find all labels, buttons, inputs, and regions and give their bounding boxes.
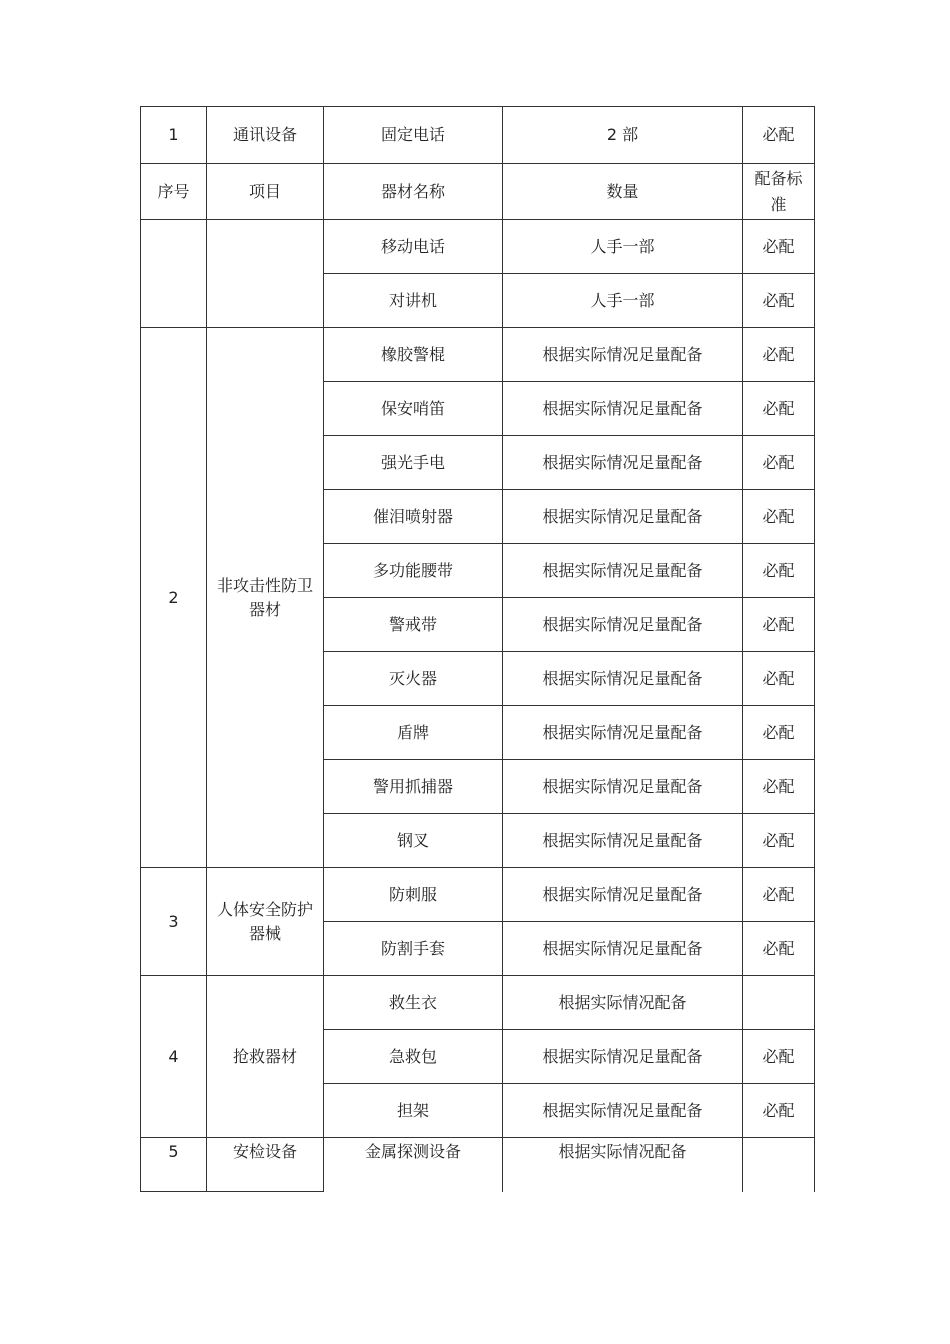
- name-cell: 对讲机: [324, 274, 503, 328]
- header-seq: 序号: [141, 164, 207, 220]
- name-cell: 钢叉: [324, 814, 503, 868]
- qty-cell: 人手一部: [503, 274, 743, 328]
- table-row: [141, 1138, 815, 1192]
- standard-cell: 必配: [743, 328, 815, 382]
- qty-cell: 2 部: [503, 107, 743, 164]
- table-row: [141, 220, 815, 274]
- standard-cell: 必配: [743, 922, 815, 976]
- standard-cell: 必配: [743, 760, 815, 814]
- item-cell: 人体安全防护器械: [207, 868, 324, 976]
- name-cell: 警用抓捕器: [324, 760, 503, 814]
- table-header-row: [141, 164, 815, 220]
- name-cell: 防割手套: [324, 922, 503, 976]
- seq-cell: 4: [141, 976, 207, 1138]
- table-row: [141, 868, 815, 922]
- item-cell: 抢救器材: [207, 976, 324, 1138]
- qty-cell: 根据实际情况足量配备: [503, 598, 743, 652]
- qty-cell: 根据实际情况足量配备: [503, 760, 743, 814]
- qty-cell: 根据实际情况足量配备: [503, 922, 743, 976]
- item-cell: 安检设备: [207, 1138, 324, 1192]
- standard-cell: 必配: [743, 490, 815, 544]
- name-cell: 金属探测设备: [324, 1138, 503, 1192]
- standard-cell: 必配: [743, 274, 815, 328]
- qty-cell: 人手一部: [503, 220, 743, 274]
- standard-cell: 必配: [743, 382, 815, 436]
- seq-cell: 2: [141, 328, 207, 868]
- name-cell: 灭火器: [324, 652, 503, 706]
- qty-cell: 根据实际情况配备: [503, 976, 743, 1030]
- header-standard: 配备标准: [743, 164, 815, 220]
- name-cell: 橡胶警棍: [324, 328, 503, 382]
- standard-cell: 必配: [743, 598, 815, 652]
- name-cell: 移动电话: [324, 220, 503, 274]
- standard-cell: 必配: [743, 1084, 815, 1138]
- header-qty: 数量: [503, 164, 743, 220]
- equipment-table: [140, 106, 815, 1192]
- qty-cell: 根据实际情况足量配备: [503, 382, 743, 436]
- standard-cell: 必配: [743, 107, 815, 164]
- qty-cell: 根据实际情况足量配备: [503, 868, 743, 922]
- qty-cell: 根据实际情况足量配备: [503, 490, 743, 544]
- header-name: 器材名称: [324, 164, 503, 220]
- standard-cell: 必配: [743, 868, 815, 922]
- name-cell: 盾牌: [324, 706, 503, 760]
- item-cell: 通讯设备: [207, 107, 324, 164]
- standard-cell: 必配: [743, 544, 815, 598]
- name-cell: 急救包: [324, 1030, 503, 1084]
- name-cell: 防刺服: [324, 868, 503, 922]
- standard-cell: 必配: [743, 1030, 815, 1084]
- qty-cell: 根据实际情况足量配备: [503, 1030, 743, 1084]
- item-cell: [207, 220, 324, 328]
- table-row: [141, 976, 815, 1030]
- qty-cell: 根据实际情况足量配备: [503, 544, 743, 598]
- name-cell: 担架: [324, 1084, 503, 1138]
- standard-cell: [743, 976, 815, 1030]
- standard-cell: 必配: [743, 220, 815, 274]
- table-row: [141, 107, 815, 164]
- header-item: 项目: [207, 164, 324, 220]
- qty-cell: 根据实际情况足量配备: [503, 652, 743, 706]
- qty-cell: 根据实际情况足量配备: [503, 814, 743, 868]
- qty-cell: 根据实际情况配备: [503, 1138, 743, 1192]
- qty-cell: 根据实际情况足量配备: [503, 706, 743, 760]
- name-cell: 固定电话: [324, 107, 503, 164]
- seq-cell: [141, 220, 207, 328]
- name-cell: 救生衣: [324, 976, 503, 1030]
- standard-cell: 必配: [743, 652, 815, 706]
- seq-cell: 1: [141, 107, 207, 164]
- name-cell: 强光手电: [324, 436, 503, 490]
- standard-cell: [743, 1138, 815, 1192]
- standard-cell: 必配: [743, 706, 815, 760]
- name-cell: 多功能腰带: [324, 544, 503, 598]
- seq-cell: 5: [141, 1138, 207, 1192]
- qty-cell: 根据实际情况足量配备: [503, 328, 743, 382]
- standard-cell: 必配: [743, 436, 815, 490]
- name-cell: 警戒带: [324, 598, 503, 652]
- seq-cell: 3: [141, 868, 207, 976]
- qty-cell: 根据实际情况足量配备: [503, 1084, 743, 1138]
- standard-cell: 必配: [743, 814, 815, 868]
- table-row: [141, 328, 815, 382]
- qty-cell: 根据实际情况足量配备: [503, 436, 743, 490]
- name-cell: 催泪喷射器: [324, 490, 503, 544]
- name-cell: 保安哨笛: [324, 382, 503, 436]
- item-cell: 非攻击性防卫器材: [207, 328, 324, 868]
